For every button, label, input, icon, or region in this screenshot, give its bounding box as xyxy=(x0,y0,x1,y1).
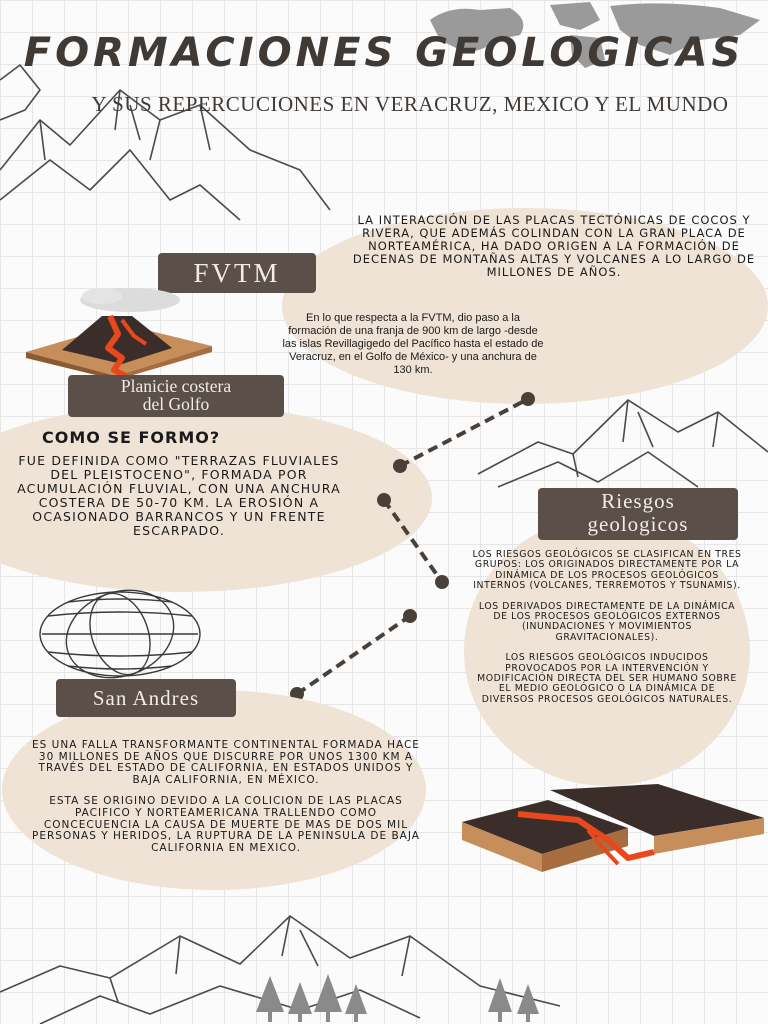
san-andres-label: San Andres xyxy=(56,679,236,717)
page-subtitle: Y SUS REPERCUCIONES EN VERACRUZ, MEXICO Y EL MUNDO xyxy=(91,92,729,116)
riesgos-paragraph: LOS RIESGOS GEOLÓGICOS INDUCIDOS PROVOCADOS POR LA INTERVENCIÓN Y MODIFICACIÓN DIRECTA DEL SER HUMANO SOBRE EL MEDIO GEOLÓGICO O LA DINÁMICA DE DIVERSOS PROCESOS GEOLÓGICOS NATURALES. xyxy=(477,652,737,705)
riesgos-label-line1: Riesgos xyxy=(601,489,675,513)
san-andres-paragraph: ESTA SE ORIGINO DEVIDO A LA COLICION DE LAS PLACAS PACIFICO Y NORTEAMERICANA TRALLENDO COMO CONCECUENCIA LA CAUSA DE MUERTE DE MAS DE DOS MIL PERSONAS Y HERIDOS, LA RUPTURA DE LA PENINSULA DE BAJA CALIFORNIA EN MEXICO. xyxy=(32,795,420,854)
planicie-text: FUE DEFINIDA COMO "TERRAZAS FLUVIALES DEL PLEISTOCENO", FORMADA POR ACUMULACIÓN FLUVIAL, CON UNA ANCHURA COSTERA DE 50-70 KM. LA EROSIÓN A OCASIONADO BARRANCOS Y UN FRENTE ESCARPADO. xyxy=(17,453,341,538)
riesgos-paragraph: LOS RIESGOS GEOLÓGICOS SE CLASIFICAN EN TRES GRUPOS: LOS ORIGINADOS DIRECTAMENTE POR LA DINÁMICA DE LOS PROCESOS GEOLÓGICOS INTERNOS (VOLCANES, TERREMOTOS Y TSUNAMIS). xyxy=(472,549,742,592)
riesgos-paragraph: LOS DERIVADOS DIRECTAMENTE DE LA DINÁMICA DE LOS PROCESOS GEOLÓGICOS EXTERNOS (INUNDACIONES Y MOVIMIENTOS GRAVITACIONALES). xyxy=(478,600,736,643)
riesgos-label-line2: geologicos xyxy=(587,512,689,536)
planicie-label-line1: Planicie costera xyxy=(120,376,232,396)
planicie-label-line2: del Golfo xyxy=(142,394,210,414)
fvtm-text-caps: LA INTERACCIÓN DE LAS PLACAS TECTÓNICAS DE COCOS Y RIVERA, QUE ADEMÁS COLINDAN CON LA GRAN PLACA DE NORTEAMÉRICA, HA DADO ORIGEN A LA FORMACIÓN DE DECENAS DE MONTAÑAS ALTAS Y VOLCANES A LO LARGO DE MILLONES DE AÑOS. xyxy=(352,213,756,279)
pine-trees-icon xyxy=(250,972,560,1024)
fvtm-label: FVTM xyxy=(158,253,316,293)
riesgos-label xyxy=(538,488,738,540)
planicie-heading: COMO SE FORMO? xyxy=(42,428,221,447)
san-andres-text xyxy=(30,740,422,864)
riesgos-text xyxy=(472,550,742,715)
page-title: FORMACIONES GEOLOGICAS xyxy=(23,30,745,76)
san-andres-paragraph: ES UNA FALLA TRANSFORMANTE CONTINENTAL FORMADA HACE 30 MILLONES DE AÑOS QUE DISCURRE POR UNOS 1300 KM A TRAVÉS DEL ESTADO DE CALIFORNIA, EN ESTADOS UNIDOS Y BAJA CALIFORNIA, EN MÉXICO. xyxy=(32,739,420,786)
fault-block-icon xyxy=(458,780,768,872)
globe-wireframe-icon xyxy=(38,590,202,678)
fvtm-text-detail: En lo que respecta a la FVTM, dio paso a la formación de una franja de 900 km de largo -desde las islas Revillagigedo del Pacífico hasta el estado de Veracruz, en el Golfo de México- y una anchura de 130 km. xyxy=(282,312,544,376)
